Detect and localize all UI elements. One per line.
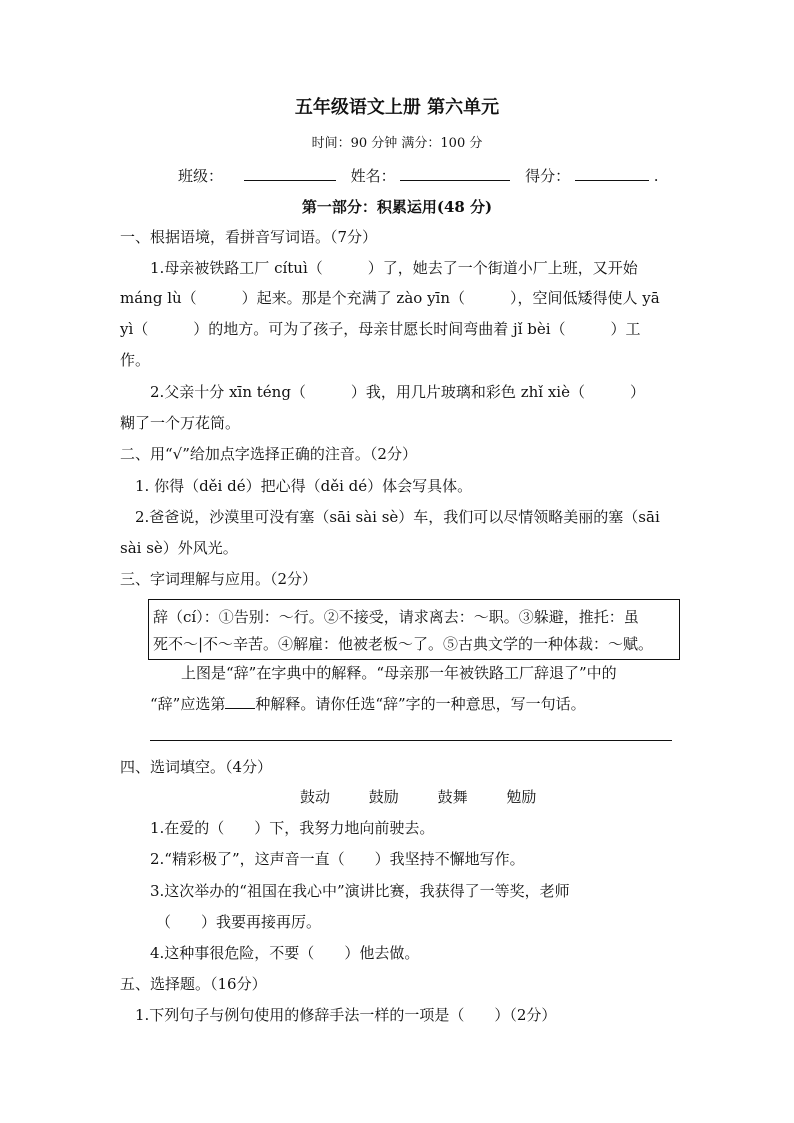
q1-title: 一、根据语境，看拼音写词语。（7分）	[120, 228, 378, 246]
dictionary-entry-box	[148, 599, 680, 660]
choice-4: 勉励	[506, 788, 537, 806]
q3-line-2	[150, 694, 586, 714]
q5-title: 五、选择题。（16分）	[120, 975, 267, 993]
q2-line-3: sài sè）外风光。	[120, 539, 238, 557]
choice-2: 鼓励	[368, 788, 399, 806]
q4-line-1: 1.在爱的（ ）下，我努力地向前驶去。	[150, 819, 435, 837]
q3-line-2-start: “辞”应选第	[150, 695, 226, 713]
q4-title: 四、选词填空。（4分）	[120, 758, 273, 776]
choice-3: 鼓舞	[437, 788, 468, 806]
q3-title: 三、字词理解与应用。（2分）	[120, 570, 318, 588]
choice-1: 鼓动	[300, 788, 331, 806]
score-label: 得分：	[525, 167, 571, 185]
q1-line-6: 糊了一个万花筒。	[120, 414, 241, 432]
q2-line-2: 2.爸爸说，沙漠里可没有塞（sāi sài sè）车，我们可以尽情领略美丽的塞（sāi	[135, 508, 660, 526]
q1-line-2: máng lù（ ）起来。那是个充满了 zào yīn（ ），空间低矮得使人 yā	[120, 289, 660, 307]
q3-answer-blank[interactable]	[225, 694, 255, 709]
q1-line-3: yì（ ）的地方。可为了孩子，母亲甘愿长时间弯曲着 jǐ bèi（ ）工	[120, 320, 641, 338]
class-label: 班级：	[178, 167, 224, 185]
q1-line-1: 1.母亲被铁路工厂 cítuì（ ）了，她去了一个街道小厂上班，又开始	[150, 259, 638, 277]
q1-line-5: 2.父亲十分 xīn téng（ ）我，用几片玻璃和彩色 zhǐ xiè（ ）	[150, 383, 645, 401]
q1-line-4: 作。	[120, 351, 151, 369]
q3-answer-line[interactable]	[150, 740, 672, 741]
q4-line-2: 2.“精彩极了”，这声音一直（ ）我坚持不懈地写作。	[150, 850, 525, 868]
score-blank[interactable]	[575, 164, 649, 181]
q5-line-1: 1.下列句子与例句使用的修辞手法一样的一项是（ ）（2分）	[135, 1006, 557, 1024]
q4-line-4: （ ）我要再接再厉。	[156, 913, 322, 931]
dictionary-line-2: 死不～|不～辛苦。④解雇：他被老板～了。⑤古典文学的一种体裁：～赋。	[153, 635, 654, 653]
page-title: 五年级语文上册 第六单元	[294, 97, 500, 118]
q2-line-1: 1. 你得（děi dé）把心得（děi dé）体会写具体。	[135, 477, 473, 495]
student-info-row	[178, 164, 659, 186]
q3-line-1: 上图是“辞”在字典中的解释。“母亲那一年被铁路工厂辞退了”中的	[181, 664, 617, 682]
q3-line-2-end: 种解释。请你任选“辞”字的一种意思，写一句话。	[255, 695, 586, 713]
part1-title: 第一部分：积累运用(48 分)	[301, 198, 493, 216]
q2-title: 二、用“√”给加点字选择正确的注音。（2分）	[120, 445, 417, 463]
score-end: .	[653, 167, 659, 185]
name-blank[interactable]	[400, 164, 510, 181]
q4-line-5: 4.这种事很危险，不要（ ）他去做。	[150, 944, 420, 962]
name-label: 姓名：	[350, 167, 396, 185]
class-blank[interactable]	[244, 164, 336, 181]
q4-line-3: 3.这次举办的“祖国在我心中”演讲比赛，我获得了一等奖，老师	[150, 882, 570, 900]
dictionary-line-1: 辞（cí）：①告别：～行。②不接受，请求离去：～职。③躲避，推托：虽	[153, 608, 639, 626]
exam-meta: 时间：90 分钟 满分：100 分	[311, 136, 483, 151]
q4-word-choices	[300, 787, 570, 807]
